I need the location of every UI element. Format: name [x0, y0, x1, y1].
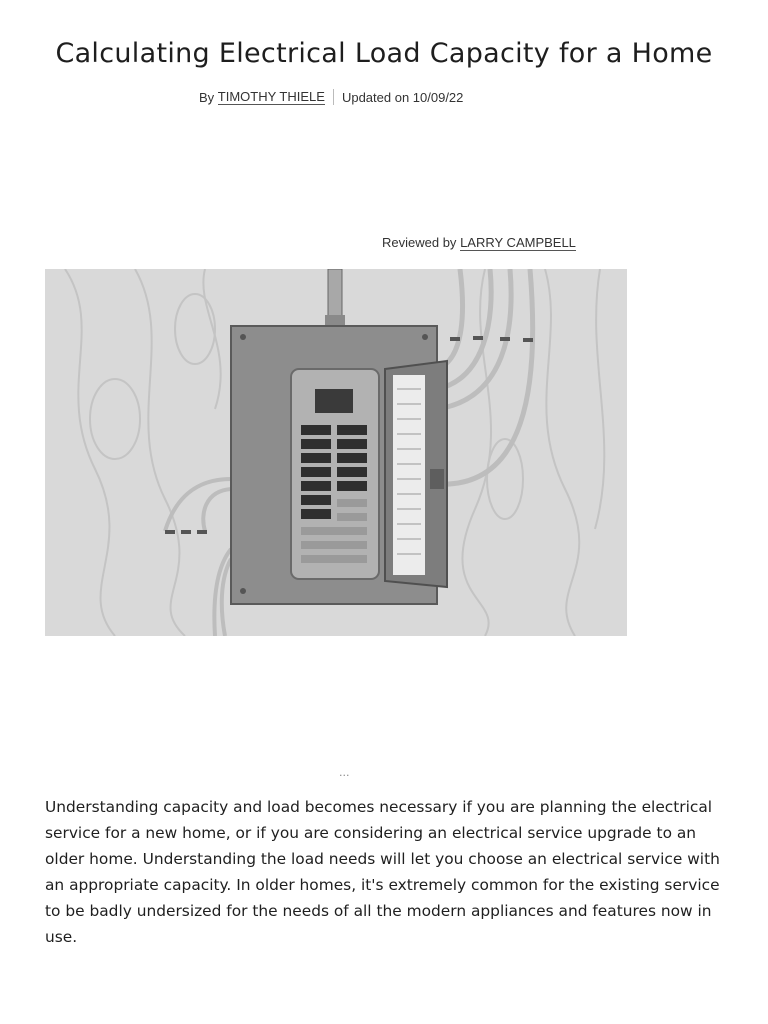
updated-date: Updated on 10/09/22	[341, 89, 464, 105]
reviewed-by	[382, 235, 576, 250]
article-title: Calculating Electrical Load Capacity for a Home	[55, 38, 713, 69]
reviewed-prefix: Reviewed by	[382, 235, 457, 250]
ellipsis-indicator: ...	[339, 766, 350, 779]
reviewer-link[interactable]: LARRY CAMPBELL	[460, 235, 576, 250]
byline-prefix: By	[199, 89, 215, 105]
article-paragraph: Understanding capacity and load becomes necessary if you are planning the electrical service for a new home, or if you are considering an electrical service upgrade to an older home. Understanding the load needs will let you choose an electrical service with an appropriate capacity. In older homes, it's extremely common for the existing service to be badly undersized for the needs of all the modern appliances and features now in use.	[45, 798, 720, 946]
byline	[199, 89, 463, 105]
author-link[interactable]: TIMOTHY THIELE	[217, 89, 325, 104]
byline-divider	[333, 89, 334, 105]
electrical-panel-image	[45, 269, 627, 636]
